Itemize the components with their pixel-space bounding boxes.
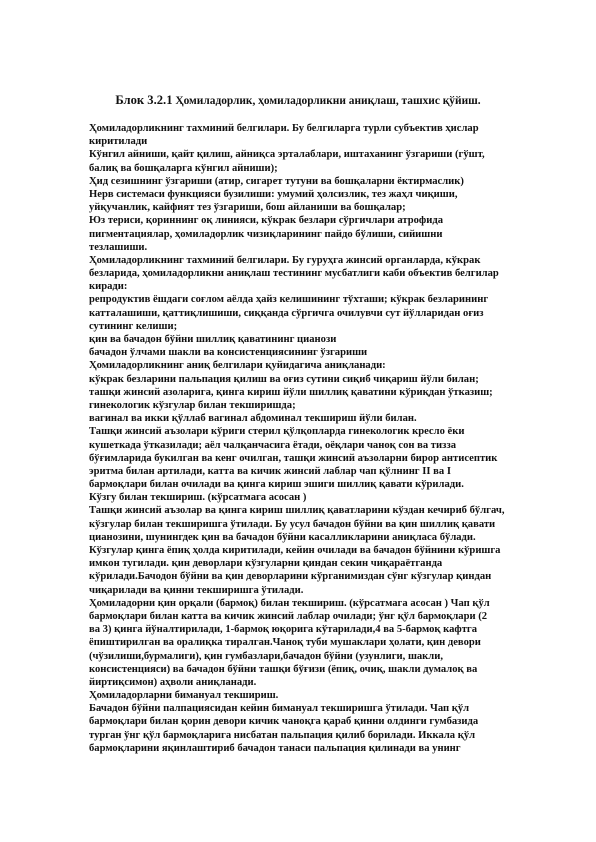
text-line: гинекологик кўзгулар билан текширишда; (89, 399, 296, 411)
text-line: чиқарилади ва қинни текширишга ўтилади. (89, 584, 304, 596)
text-line: бармоқлари билан қорин девори кичик чаноқга қараб қинни олдинги гумбазида (89, 716, 479, 728)
text-line: Ташқи жинсий аъзолар ва қинга кириш шиллиқ қаватларини кўздан кечириб бўлгач, (89, 505, 505, 517)
text-line: ва 3) қинга йўналтирилади, 1-бармоқ юқорига кўтарилади,4 ва 5-бармоқ кафтга (89, 624, 478, 636)
text-line: Ташқи жинсий аъзолари кўриги стерил қўлқопларда гинекологик кресло ёки (89, 426, 465, 438)
text-line: ёпиштирилган ва оралиқка тиралган.Чаноқ туби мушаклари ҳолати, қин девори (89, 637, 481, 649)
text-line: вагинал ва икки қўллаб вагинал абдоминал текшириш йўли билан. (89, 413, 417, 425)
text-line: Бачадон бўйни палпациясидан кейин бимануал текширишга ўтилади. Чап қўл (89, 703, 470, 715)
text-line: Ҳомиладорни қин орқали (бармоқ) билан текшириш. (кўрсатмага асосан ) Чап қўл (89, 597, 490, 609)
text-line: (чўзилиши,бурмалиги), қин гумбазлари,бачадон бўйни (узунлиги, шакли, (89, 650, 443, 662)
text-line: пигментациялар, ҳомиладорлик чизиқларининг пайдо бўлиши, сийишни (89, 228, 443, 240)
text-line: эритма билан артилади, катта ва кичик жинсий лаблар чап қўлнинг II ва I (89, 465, 451, 477)
text-line: балиқ ва бошқаларга кўнгил айниши); (89, 162, 278, 174)
text-line: Кўзгулар қинга ёпиқ ҳолда киритилади, кейин очилади ва бачадон бўйнини кўришга (89, 545, 501, 556)
text-line: кўзгулар билан текширишга ўтилади. Бу усул бачадон бўйни ва қин шиллиқ қавати (89, 518, 496, 530)
text-line: Ҳомиладорларни бимануал текшириш. (89, 690, 279, 702)
text-line: Кўнгил айниши, қайт қилиш, айниқса эрталаблари, иштаханинг ўзгариши (гўшт, (89, 149, 485, 161)
text-line: киритилади (89, 136, 148, 148)
section-heading (0, 93, 596, 108)
text-line: бўғимларида букилган ва кенг очилган, ташқи жинсий аъзоларни бирор антисептик (89, 452, 498, 464)
text-line: Ҳомиладорликнинг аниқ белгилари қуйидагича аниқланади: (89, 360, 386, 372)
text-line: имкон тугилади. қин деворлари кўзгуларни қиндан секин чиқараётганда (89, 558, 443, 570)
text-line: сутининг келиши; (89, 320, 178, 332)
text-line: Ҳомиладорликнинг тахминий белгилари. Бу белгиларга турли субъектив ҳислар (89, 123, 479, 134)
text-line: уйқучанлик, кайфият тез ўзгариши, бош айланиши ва бошқалар; (89, 202, 406, 214)
text-line: кўкрак безларини пальпация қилиш ва оғиз сутини сиқиб чиқариш йўли билан; (89, 373, 479, 385)
text-line: кушеткада ўтказилади; аёл чалқанчасига ётади, оёқлари чаноқ сон ва тизза (89, 439, 457, 451)
text-line: киради: (89, 281, 128, 293)
text-line: ташқи жинсий азоларига, қинга кириш йўли шиллиқ қаватини кўриқдан ўтказиш; (89, 386, 493, 398)
text-line: қин ва бачадон бўйни шиллиқ қаватининг цианози (89, 334, 337, 345)
text-line: тезлашиши. (89, 241, 148, 253)
text-line: Юз териси, қориннинг оқ линияси, кўкрак безлари сўргичлари атрофида (89, 215, 443, 227)
text-line: Кўзгу билан текшириш. (кўрсатмага асосан ) (89, 492, 307, 504)
text-line: бармоқлари билан катта ва кичик жинсий лаблар очилади; ўнг қўл бармоқлари (2 (89, 610, 488, 622)
text-line: Ҳомиладорликнинг тахминий белгилари. Бу гуруҳга жинсий органларда, кўкрак (89, 254, 481, 266)
text-line: безларида, ҳомиладорликни аниқлаш тестининг мусбатлиги каби объектив белгилар (89, 268, 499, 280)
text-line: Ҳид сезишнинг ўзгариши (атир, сигарет тутуни ва бошқаларни ёктирмаслик) (89, 175, 464, 187)
text-line: бачадон ўлчами шакли ва консистенциясининг ўзгариши (89, 347, 368, 359)
body-text (89, 122, 529, 755)
text-line: бармоқларини яқинлаштириб бачадон танаси пальпация қилинади ва унинг (89, 742, 461, 754)
text-line: бармоқлари билан очилади ва қинга кириш эшиги шиллиқ қавати кўрилади. (89, 479, 464, 491)
section-title: Ҳомиладорлик, ҳомиладорликни аниқлаш, ташхис қўйиш. (172, 95, 481, 107)
text-line: консистенцияси) ва бачадон бўйни ташқи бўғизи (ёпиқ, очиқ, шакли думалоқ ва (89, 663, 478, 675)
text-line: йиртиқсимон) аҳволи аниқланади. (89, 676, 257, 688)
text-line: цианозини, шунингдек қин ва бачадон бўйни касалликларини аниқласа бўлади. (89, 531, 476, 543)
text-line: репродуктив ёшдаги соғлом аёлда ҳайз келишининг тўхташи; кўкрак безларининг (89, 294, 489, 306)
text-line: Нерв системаси функцияси бузилиши: умумий ҳолсизлик, тез жаҳл чиқиши, (89, 188, 458, 200)
text-line: катталашиши, қаттиқлишиши, сиққанда сўргичга очилувчи сут йўлларидан оғиз (89, 307, 484, 319)
text-line: турган ўнг қўл бармоқларига нисбатан пальпация қилиб борилади. Иккала қўл (89, 729, 476, 741)
text-line: кўрилади.Бачодон бўйни ва қин деворларини кўрганимиздан сўнг кўзгулар қиндан (89, 571, 492, 583)
block-number: Блок 3.2.1 (115, 93, 173, 107)
